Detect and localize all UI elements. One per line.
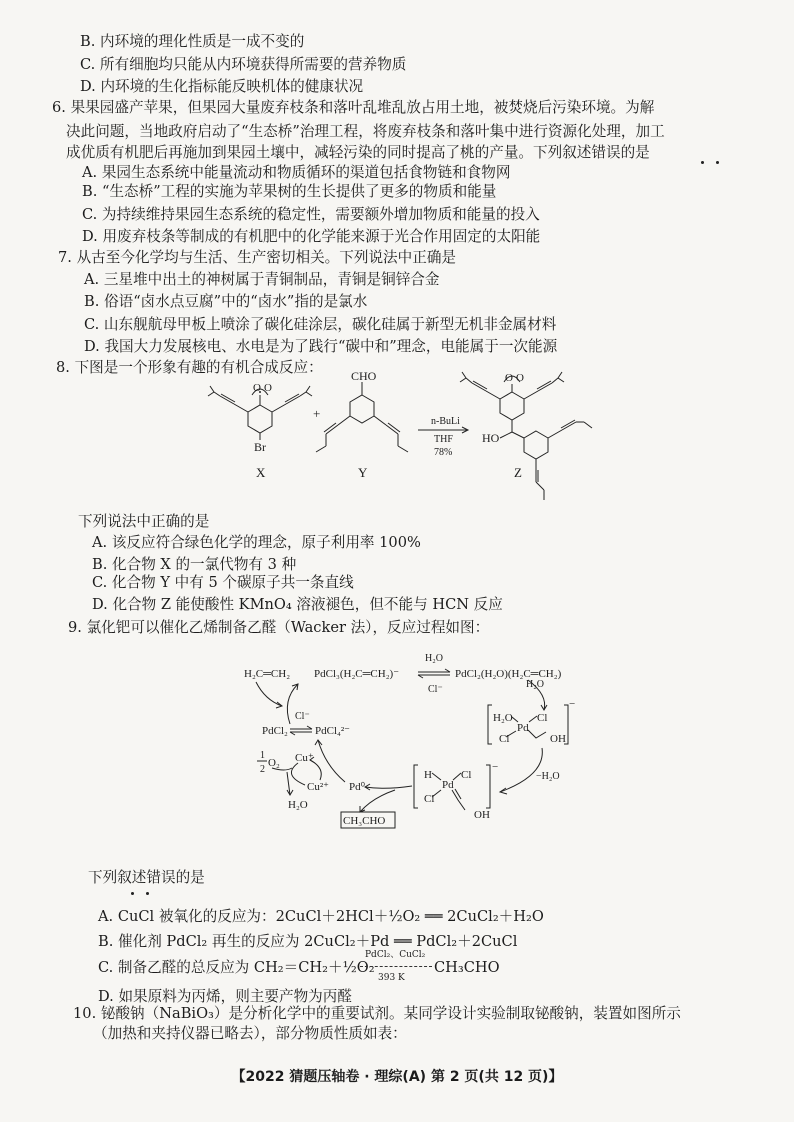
q9-option-c-temperature: 393 K	[378, 973, 405, 983]
x-oxygen: O	[264, 382, 272, 394]
c3-pd: Pd	[517, 722, 529, 734]
z-hydroxyl: HO	[482, 431, 500, 445]
copper-1: Cu⁺	[295, 752, 314, 764]
chloride-label: Cl⁻	[295, 711, 310, 722]
reagent: n-BuLi	[431, 416, 460, 427]
y-label: Y	[358, 465, 368, 480]
x-oxygen: O	[253, 382, 261, 394]
product: CH₃CHO	[343, 815, 386, 827]
pd0: Pd⁰	[349, 781, 366, 793]
half-numerator: 1	[260, 750, 265, 761]
q6-option-d: D. 用废弃枝条等制成的有机肥中的化学能来源于光合作用固定的太阳能	[82, 228, 541, 245]
c3-cl: Cl	[537, 712, 548, 724]
q9-stem: 9. 氯化钯可以催化乙烯制备乙醛（Wacker 法），反应过程如图：	[68, 619, 490, 636]
page-footer: 【2022 猜题压轴卷 · 理综(A) 第 2 页(共 12 页)】	[231, 1069, 563, 1085]
q7-option-b: B. 俗语“卤水点豆腐”中的“卤水”指的是氯水	[84, 293, 368, 310]
ethylene: H₂C═CH₂	[244, 668, 291, 680]
c4-pd: Pd	[442, 779, 454, 791]
q6-stem-line2: 决此问题，当地政府启动了“生态桥”治理工程，将废弃枝条和落叶集中进行资源化处理，加工	[66, 123, 665, 140]
c4-cl: Cl	[424, 793, 435, 805]
z-oxygen: O	[505, 372, 513, 384]
c3-oh: OH	[550, 733, 566, 745]
c4-cl: Cl	[461, 769, 472, 781]
q6-option-c: C. 为持续维持果园生态系统的稳定性，需要额外增加物质和能量的投入	[82, 206, 540, 223]
chloride-label: Cl⁻	[428, 684, 443, 695]
q7-option-a: A. 三星堆中出土的神树属于青铜制品，青铜是铜锌合金	[84, 271, 440, 288]
yield: 78%	[434, 447, 453, 458]
q6-stem-line3: 成优质有机肥后再施加到果园土壤中，减轻污染的同时提高了桃的产量。下列叙述错误的是	[66, 144, 650, 161]
pd-complex-1: PdCl₃(H₂C═CH₂)⁻	[314, 668, 400, 680]
q8-option-d: D. 化合物 Z 能使酸性 KMnO₄ 溶液褪色，但不能与 HCN 反应	[92, 596, 503, 613]
c4-charge: −	[492, 761, 499, 773]
x-bromine: Br	[254, 440, 266, 454]
oxygen: O₂	[268, 757, 280, 769]
z-oxygen: O	[516, 372, 524, 384]
h2o-label: H₂O	[425, 653, 443, 664]
q8-option-c: C. 化合物 Y 中有 5 个碳原子共一条直线	[92, 574, 354, 591]
q5-option-c: C. 所有细胞均只能从内环境获得所需要的营养物质	[80, 56, 407, 73]
q9-option-c-right: CH₃CHO	[434, 959, 500, 976]
q10-stem-line2: （加热和夹持仪器已略去），部分物质性质如表：	[93, 1025, 407, 1042]
y-aldehyde: CHO	[351, 369, 377, 383]
h2o-label: H₂O	[526, 679, 544, 690]
pdcl2: PdCl₂	[262, 725, 288, 737]
q9-option-c-catalyst: PdCl₂、CuCl₂	[365, 950, 426, 960]
q6-stem-line1: 6. 果果园盛产苹果，但果园大量废弃枝条和落叶乱堆乱放占用土地，被焚烧后污染环境。为解	[52, 99, 655, 116]
q10-stem-line1: 10. 铋酸钠（NaBiO₃）是分析化学中的重要试剂。某同学设计实验制取铋酸钠，装置如图所示	[73, 1005, 681, 1022]
q5-option-b: B. 内环境的理化性质是一成不变的	[80, 33, 305, 50]
x-label: X	[256, 465, 266, 480]
half-denominator: 2	[260, 764, 265, 775]
q8-option-b: B. 化合物 X 的一氯代物有 3 种	[92, 556, 297, 573]
q9-option-d: D. 如果原料为丙烯，则主要产物为丙醛	[98, 988, 352, 1005]
q6-option-a: A. 果园生态系统中能量流动和物质循环的渠道包括食物链和食物网	[82, 164, 511, 181]
q9-prompt: 下列叙述错误的是	[88, 869, 205, 886]
emphasis-dot	[131, 892, 134, 895]
q9-option-c-left: C. 制备乙醛的总反应为 CH₂＝CH₂＋½O₂	[98, 959, 375, 976]
water-product: H₂O	[288, 799, 308, 811]
c4-h: H	[424, 769, 432, 781]
c3-cl: Cl	[499, 733, 510, 745]
plus-sign: +	[313, 406, 321, 421]
q9-option-b: B. 催化剂 PdCl₂ 再生的反应为 2CuCl₂＋Pd ══ PdCl₂＋2CuCl	[98, 933, 518, 950]
q7-option-d: D. 我国大力发展核电、水电是为了践行“碳中和”理念，电能属于一次能源	[84, 338, 558, 355]
c4-oh: OH	[474, 809, 490, 821]
c3-water: H₂O	[493, 712, 513, 724]
q7-option-c: C. 山东舰航母甲板上喷涂了碳化硅涂层，碳化硅属于新型无机非金属材料	[84, 316, 557, 333]
c3-charge: −	[569, 698, 576, 710]
solvent: THF	[434, 434, 453, 445]
q6-option-b: B. “生态桥”工程的实施为苹果树的生长提供了更多的物质和能量	[82, 183, 497, 200]
q5-option-d: D. 内环境的生化指标能反映机体的健康状况	[80, 78, 364, 95]
copper-2: Cu²⁺	[307, 781, 329, 793]
q8-prompt: 下列说法中正确的是	[78, 513, 210, 530]
z-label: Z	[514, 465, 522, 480]
emphasis-dot	[146, 892, 149, 895]
q8-option-a: A. 该反应符合绿色化学的理念，原子利用率 100%	[92, 534, 421, 551]
q8-stem: 8. 下图是一个形象有趣的有机合成反应：	[56, 359, 323, 376]
minus-water: −H₂O	[536, 771, 560, 782]
reaction-arrow	[360, 966, 432, 967]
pdcl4: PdCl₄²⁻	[315, 725, 350, 737]
q9-option-a: A. CuCl 被氧化的反应为：2CuCl＋2HCl＋½O₂ ══ 2CuCl₂＋H₂O	[98, 908, 544, 925]
q7-stem: 7. 从古至今化学均与生活、生产密切相关。下列说法中正确是	[58, 249, 457, 266]
pd-complex-2: PdCl₂(H₂O)(H₂C═CH₂)	[455, 668, 562, 680]
